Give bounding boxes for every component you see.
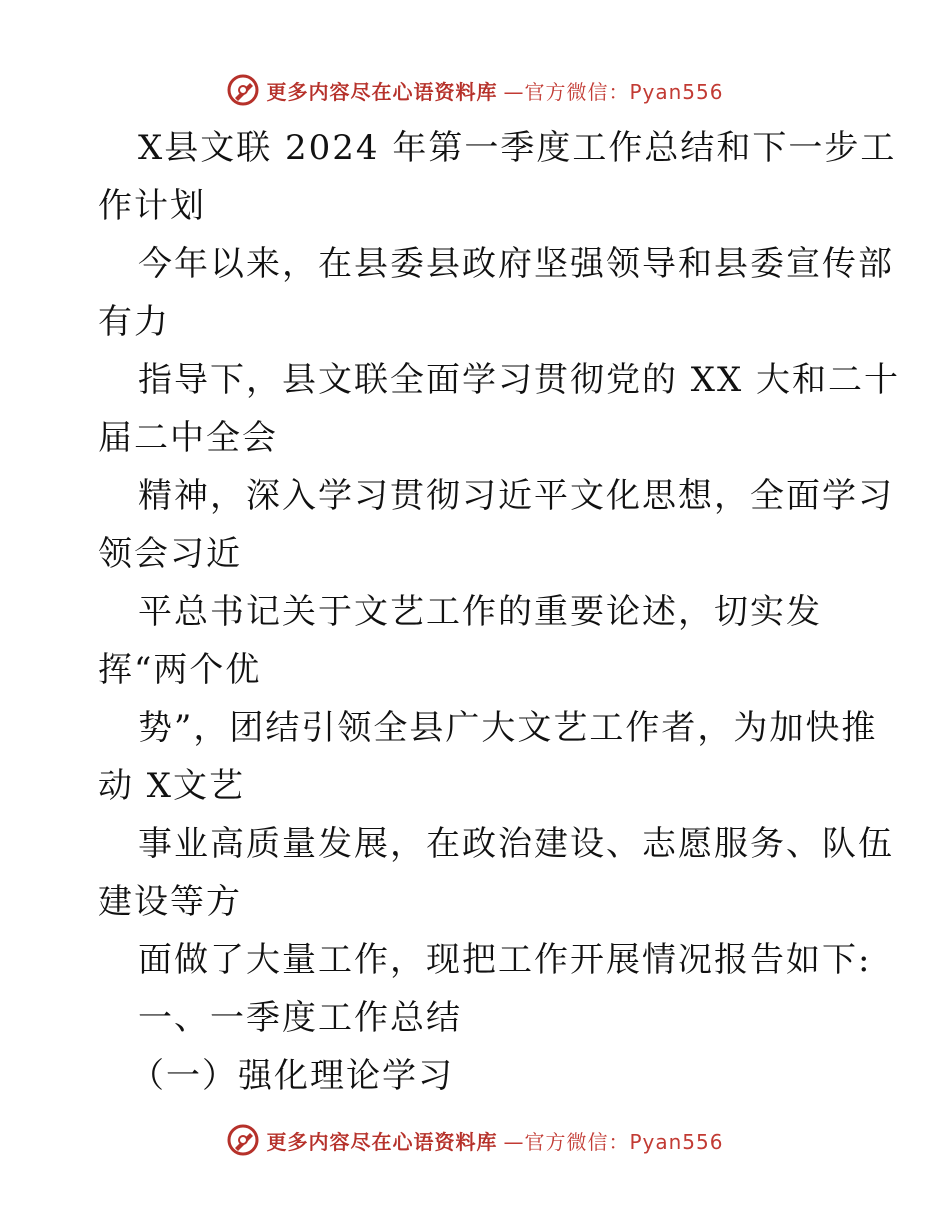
watermark-brand-text: 更多内容尽在心语资料库 bbox=[266, 1129, 498, 1154]
subsection-heading: （一）强化理论学习 bbox=[130, 1056, 454, 1096]
document-title-line-2: 作计划 bbox=[98, 186, 206, 226]
paragraph-line: 建设等方 bbox=[98, 882, 242, 922]
paragraph-line: 今年以来，在县委县政府坚强领导和县委宣传部 bbox=[138, 244, 894, 284]
watermark-brand-text: 更多内容尽在心语资料库 bbox=[266, 79, 498, 104]
watermark-contact-text: —官方微信：Pyan556 bbox=[503, 79, 724, 104]
paragraph-line: 平总书记关于文艺工作的重要论述，切实发 bbox=[138, 592, 822, 632]
paragraph-line: 精神，深入学习贯彻习近平文化思想，全面学习 bbox=[138, 476, 894, 516]
paragraph-line: 势”，团结引领全县广大文艺工作者，为加快推 bbox=[138, 708, 878, 748]
section-heading: 一、一季度工作总结 bbox=[138, 998, 462, 1038]
watermark-contact-text: —官方微信：Pyan556 bbox=[503, 1129, 724, 1154]
watermark-banner-bottom bbox=[0, 1120, 950, 1160]
paragraph-line: 面做了大量工作，现把工作开展情况报告如下: bbox=[138, 940, 872, 980]
watermark-banner-top bbox=[0, 70, 950, 110]
paragraph-line: 届二中全会 bbox=[98, 418, 278, 458]
paragraph-line: 指导下，县文联全面学习贯彻党的 XX 大和二十 bbox=[138, 360, 901, 400]
pen-logo-icon bbox=[226, 73, 260, 107]
paragraph-line: 有力 bbox=[98, 302, 170, 342]
paragraph-line: 领会习近 bbox=[98, 534, 242, 574]
paragraph-line: 事业高质量发展，在政治建设、志愿服务、队伍 bbox=[138, 824, 894, 864]
paragraph-line: 动 X文艺 bbox=[98, 766, 246, 806]
paragraph-line: 挥“两个优 bbox=[98, 650, 262, 690]
pen-logo-icon bbox=[226, 1123, 260, 1157]
document-title-line-1: X县文联 2024 年第一季度工作总结和下一步工 bbox=[138, 128, 897, 168]
